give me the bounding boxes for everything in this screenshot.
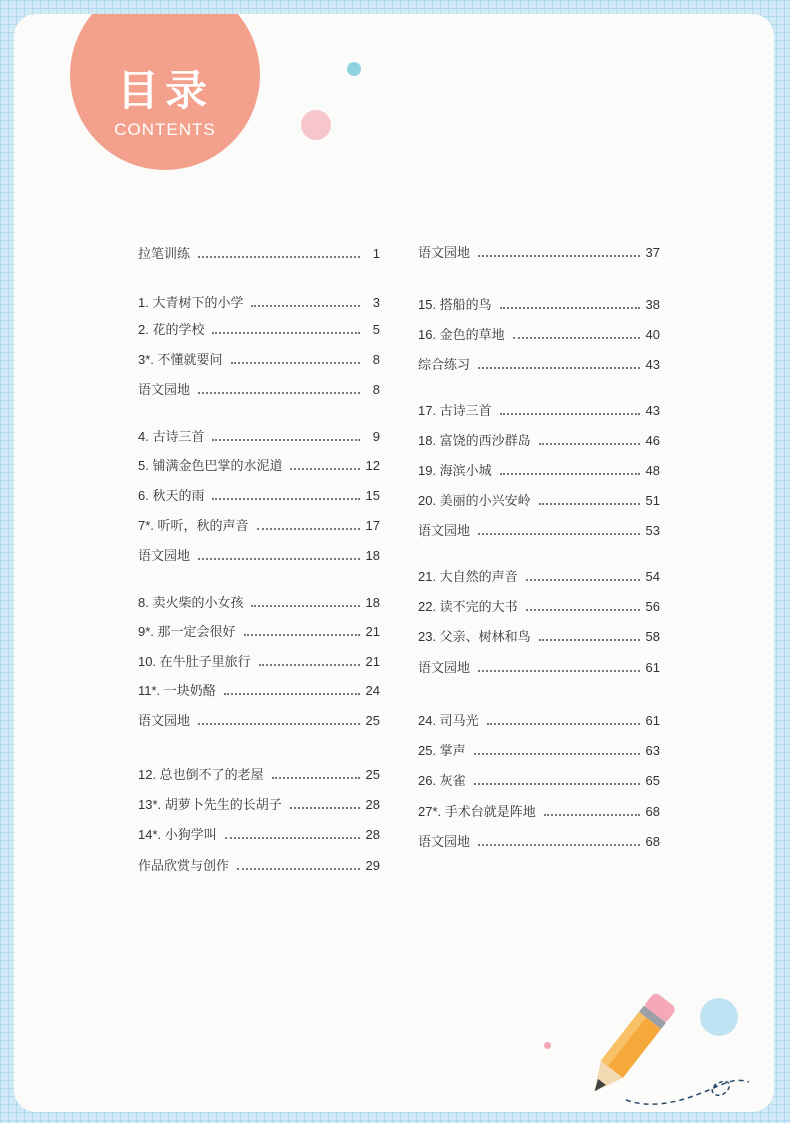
toc-entry xyxy=(138,547,380,565)
toc-entry-page: 53 xyxy=(645,523,660,538)
toc-entry-page: 48 xyxy=(645,463,660,478)
toc-entry-title: 15. 搭船的鸟 xyxy=(418,297,492,312)
toc-entry xyxy=(418,568,660,586)
toc-entry xyxy=(138,457,380,475)
toc-leader-dots xyxy=(478,367,640,369)
toc-entry xyxy=(418,659,660,677)
toc-leader-dots xyxy=(198,558,360,560)
toc-leader-dots xyxy=(500,413,640,415)
toc-entry-page: 12 xyxy=(365,458,380,473)
toc-entry xyxy=(138,594,380,612)
contents-page xyxy=(14,14,774,1112)
toc-entry xyxy=(418,522,660,540)
toc-entry xyxy=(138,245,380,263)
toc-leader-dots xyxy=(237,868,360,870)
toc-entry xyxy=(138,857,380,875)
toc-entry-page: 38 xyxy=(645,297,660,312)
toc-entry-title: 14*. 小狗学叫 xyxy=(138,827,217,842)
toc-entry-title: 语文园地 xyxy=(418,660,471,675)
toc-entry-title: 21. 大自然的声音 xyxy=(418,569,518,584)
toc-entry xyxy=(418,356,660,374)
toc-entry xyxy=(138,796,380,814)
toc-leader-dots xyxy=(290,807,360,809)
toc-entry-page: 24 xyxy=(365,683,380,698)
toc-leader-dots xyxy=(500,473,640,475)
toc-leader-dots xyxy=(212,439,360,441)
toc-entry-title: 13*. 胡萝卜先生的长胡子 xyxy=(138,797,282,812)
toc-entry xyxy=(138,381,380,399)
toc-leader-dots xyxy=(500,307,640,309)
toc-entry-title: 8. 卖火柴的小女孩 xyxy=(138,595,244,610)
toc-entry xyxy=(138,826,380,844)
toc-leader-dots xyxy=(212,498,359,500)
toc-entry-page: 21 xyxy=(365,624,380,639)
toc-entry xyxy=(138,351,380,369)
toc-entry-page: 56 xyxy=(645,599,660,614)
toc-entry-page: 58 xyxy=(645,629,660,644)
toc-entry xyxy=(418,772,660,790)
pencil-icon xyxy=(574,982,774,1112)
toc-entry-page: 63 xyxy=(645,743,660,758)
toc-entry-page: 17 xyxy=(365,518,380,533)
toc-entry-page: 25 xyxy=(365,713,380,728)
toc-entry xyxy=(418,742,660,760)
toc-entry xyxy=(138,487,380,505)
toc-entry-title: 18. 富饶的西沙群岛 xyxy=(418,433,531,448)
toc-leader-dots xyxy=(212,332,360,334)
toc-leader-dots xyxy=(526,579,640,581)
toc-entry-title: 20. 美丽的小兴安岭 xyxy=(418,493,531,508)
toc-entry-title: 6. 秋天的雨 xyxy=(138,488,205,503)
toc-entry xyxy=(138,653,380,671)
toc-entry-title: 23. 父亲、树林和鸟 xyxy=(418,629,531,644)
toc-entry xyxy=(418,326,660,344)
toc-entry-page: 54 xyxy=(645,569,660,584)
toc-entry-page: 3 xyxy=(372,295,380,310)
toc-entry-page: 29 xyxy=(365,858,380,873)
toc-entry xyxy=(138,294,380,312)
toc-entry xyxy=(418,432,660,450)
toc-entry-page: 21 xyxy=(365,654,380,669)
toc-entry-title: 3*. 不懂就要问 xyxy=(138,352,223,367)
toc-entry-page: 5 xyxy=(372,322,380,337)
toc-entry xyxy=(418,628,660,646)
toc-entry-title: 语文园地 xyxy=(138,548,191,563)
toc-leader-dots xyxy=(539,639,640,641)
toc-entry-title: 12. 总也倒不了的老屋 xyxy=(138,767,264,782)
toc-entry xyxy=(418,833,660,851)
toc-entry-page: 68 xyxy=(645,834,660,849)
toc-entry xyxy=(138,623,380,641)
toc-entry-page: 15 xyxy=(365,488,380,503)
toc-leader-dots xyxy=(487,723,640,725)
toc-leader-dots xyxy=(251,605,359,607)
toc-entry-page: 68 xyxy=(645,804,660,819)
toc-entry xyxy=(418,492,660,510)
toc-leader-dots xyxy=(290,468,359,470)
toc-entry xyxy=(418,598,660,616)
toc-leader-dots xyxy=(198,392,360,394)
toc-entry-title: 拉笔训练 xyxy=(138,246,191,261)
toc-entry xyxy=(418,712,660,730)
toc-entry-page: 1 xyxy=(372,246,380,261)
toc-entry-page: 40 xyxy=(645,327,660,342)
toc-entry xyxy=(138,766,380,784)
toc-entry-page: 8 xyxy=(372,382,380,397)
toc-leader-dots xyxy=(478,844,640,846)
toc-entry xyxy=(138,428,380,446)
toc-entry-title: 语文园地 xyxy=(418,245,471,260)
toc-entry-title: 25. 掌声 xyxy=(418,743,466,758)
toc-entry-page: 43 xyxy=(645,357,660,372)
toc-entry xyxy=(418,402,660,420)
toc-leader-dots xyxy=(513,337,640,339)
toc-entry-title: 22. 读不完的大书 xyxy=(418,599,518,614)
toc-leader-dots xyxy=(526,609,640,611)
toc-leader-dots xyxy=(474,753,640,755)
toc-leader-dots xyxy=(257,528,360,530)
toc-leader-dots xyxy=(544,814,640,816)
toc-entry-page: 51 xyxy=(645,493,660,508)
toc-leader-dots xyxy=(474,783,640,785)
toc-entry-title: 19. 海滨小城 xyxy=(418,463,492,478)
toc-entry-title: 作品欣赏与创作 xyxy=(138,858,230,873)
toc-leader-dots xyxy=(478,533,640,535)
decor-dot-small-pink xyxy=(544,1042,551,1049)
toc-entry-page: 18 xyxy=(365,548,380,563)
toc-leader-dots xyxy=(478,255,640,257)
toc-entry-page: 28 xyxy=(365,797,380,812)
page-subtitle: CONTENTS xyxy=(114,120,216,139)
toc-entry-title: 5. 铺满金色巴掌的水泥道 xyxy=(138,458,283,473)
toc-leader-dots xyxy=(198,256,360,258)
toc-entry-page: 8 xyxy=(372,352,380,367)
toc-entry-page: 37 xyxy=(645,245,660,260)
toc-entry-title: 综合练习 xyxy=(418,357,471,372)
toc-entry-title: 16. 金色的草地 xyxy=(418,327,505,342)
toc-entry xyxy=(418,296,660,314)
toc-leader-dots xyxy=(198,723,360,725)
toc-leader-dots xyxy=(231,362,360,364)
toc-entry-title: 4. 古诗三首 xyxy=(138,429,205,444)
decor-dot-pink xyxy=(301,110,331,140)
toc-entry-title: 27*. 手术台就是阵地 xyxy=(418,804,536,819)
toc-entry-title: 语文园地 xyxy=(418,834,471,849)
contents-badge xyxy=(70,14,260,170)
toc-leader-dots xyxy=(259,664,360,666)
toc-entry-title: 语文园地 xyxy=(138,382,191,397)
decor-dot-teal xyxy=(347,62,361,76)
toc-leader-dots xyxy=(225,837,360,839)
toc-entry-page: 43 xyxy=(645,403,660,418)
toc-entry-title: 1. 大青树下的小学 xyxy=(138,295,244,310)
toc-entry-title: 11*. 一块奶酪 xyxy=(138,683,216,698)
toc-entry-title: 17. 古诗三首 xyxy=(418,403,492,418)
page-title: 目录 xyxy=(116,66,213,115)
toc-leader-dots xyxy=(539,503,640,505)
toc-entry-title: 9*. 那一定会很好 xyxy=(138,624,236,639)
toc-entry-page: 61 xyxy=(645,713,660,728)
toc-entry-title: 10. 在牛肚子里旅行 xyxy=(138,654,251,669)
toc-entry-title: 7*. 听听，秋的声音 xyxy=(138,518,249,533)
toc-leader-dots xyxy=(272,777,360,779)
toc-entry xyxy=(418,803,660,821)
toc-entry xyxy=(138,321,380,339)
toc-entry xyxy=(138,517,380,535)
toc-entry-title: 26. 灰雀 xyxy=(418,773,466,788)
toc-entry xyxy=(138,682,380,700)
toc-leader-dots xyxy=(224,693,360,695)
toc-entry-title: 24. 司马光 xyxy=(418,713,479,728)
toc-leader-dots xyxy=(539,443,640,445)
toc-entry-title: 语文园地 xyxy=(418,523,471,538)
toc-leader-dots xyxy=(251,305,360,307)
toc-entry-page: 46 xyxy=(645,433,660,448)
toc-entry-page: 9 xyxy=(372,429,380,444)
toc-entry-page: 61 xyxy=(645,660,660,675)
toc-entry-page: 65 xyxy=(645,773,660,788)
toc-leader-dots xyxy=(478,670,640,672)
toc-entry-page: 28 xyxy=(365,827,380,842)
toc-entry-page: 25 xyxy=(365,767,380,782)
toc-entry xyxy=(418,462,660,480)
toc-entry xyxy=(138,712,380,730)
toc-entry-title: 2. 花的学校 xyxy=(138,322,205,337)
toc-entry xyxy=(418,244,660,262)
toc-leader-dots xyxy=(244,634,360,636)
toc-entry-page: 18 xyxy=(365,595,380,610)
toc-entry-title: 语文园地 xyxy=(138,713,191,728)
